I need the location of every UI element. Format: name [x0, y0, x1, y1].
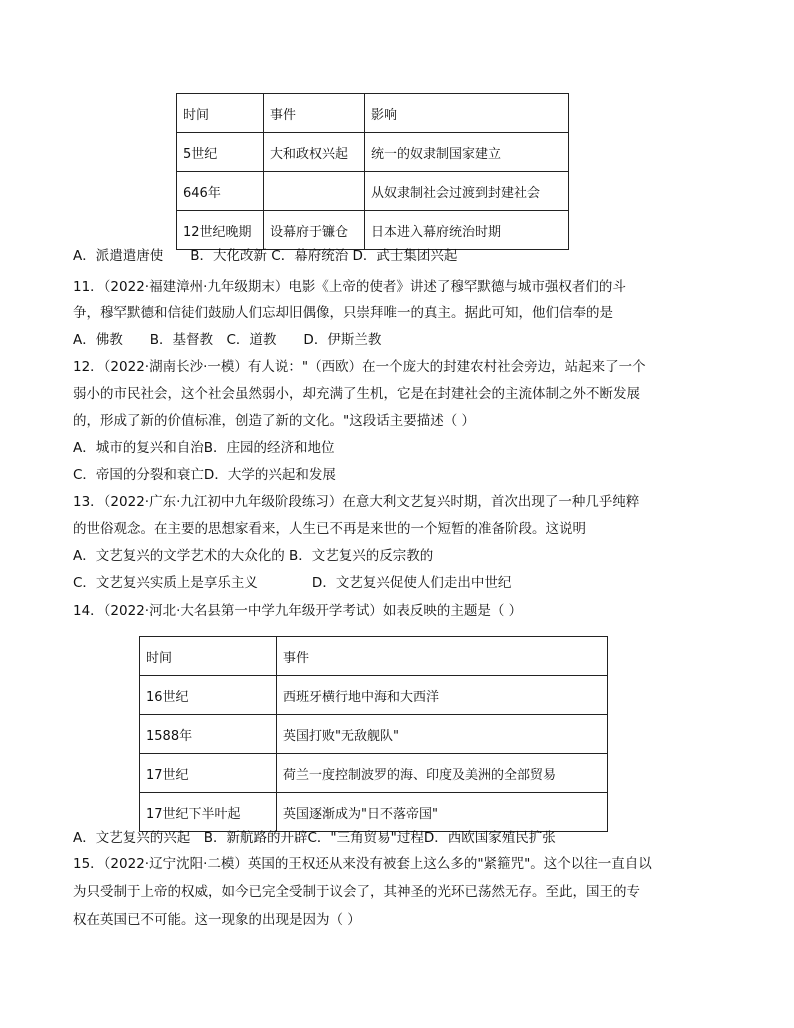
table-cell: 统一的奴隶制国家建立 [365, 133, 569, 172]
q12-options-ab: A．城市的复兴和自治B．庄园的经济和地位 [73, 440, 335, 456]
japan-history-table [176, 93, 569, 250]
table-cell: 日本进入幕府统治时期 [365, 211, 569, 250]
table-cell: 英国逐渐成为"日不落帝国" [277, 793, 608, 832]
table-row [140, 754, 608, 793]
q12-stem-line3: 的，形成了新的价值标准，创造了新的文化。"这段话主要描述（ ） [73, 413, 475, 429]
q14-options: A．文艺复兴的兴起 B．新航路的开辟C．"三角贸易"过程D．西欧国家殖民扩张 [73, 830, 556, 846]
q13-stem-line2: 的世俗观念。在主要的思想家看来，人生已不再是来世的一个短暂的准备阶段。这说明 [73, 521, 586, 537]
table-cell: 荷兰一度控制波罗的海、印度及美洲的全部贸易 [277, 754, 608, 793]
table-cell: 16世纪 [140, 676, 277, 715]
q12-options-cd: C．帝国的分裂和衰亡D．大学的兴起和发展 [73, 467, 336, 483]
table-row [140, 715, 608, 754]
table-header-cell: 事件 [264, 94, 365, 133]
table-cell: 西班牙横行地中海和大西洋 [277, 676, 608, 715]
q13-options-cd: C．文艺复兴实质上是享乐主义 D．文艺复兴促使人们走出中世纪 [73, 575, 512, 591]
table-cell: 5世纪 [177, 133, 264, 172]
q12-stem-line1: 12．（2022·湖南长沙·一模）有人说："（西欧）在一个庞大的封建农村社会旁边，站起来了一个 [73, 359, 646, 375]
table-cell: 12世纪晚期 [177, 211, 264, 250]
colonial-expansion-table [139, 636, 608, 832]
table-header-cell: 时间 [140, 637, 277, 676]
q11-stem-line1: 11．（2022·福建漳州·九年级期末）电影《上帝的使者》讲述了穆罕默德与城市强权者们的斗 [73, 279, 626, 295]
table-header-cell: 时间 [177, 94, 264, 133]
q14-stem: 14．（2022·河北·大名县第一中学九年级开学考试）如表反映的主题是（ ） [73, 603, 523, 619]
table-header-row [177, 94, 569, 133]
q13-stem-line1: 13．（2022·广东·九江初中九年级阶段练习）在意大利文艺复兴时期，首次出现了一种几乎纯粹 [73, 494, 640, 510]
q15-stem-line1: 15．（2022·辽宁沈阳·二模）英国的王权还从来没有被套上这么多的"紧箍咒"。这个以往一直自以 [73, 856, 652, 872]
table-row [140, 676, 608, 715]
table-cell: 大和政权兴起 [264, 133, 365, 172]
q11-stem-line2: 争，穆罕默德和信徒们鼓励人们忘却旧偶像，只崇拜唯一的真主。据此可知，他们信奉的是 [73, 305, 613, 321]
q15-stem-line2: 为只受制于上帝的权威，如今已完全受制于议会了，其神圣的光环已荡然无存。至此，国王的专 [73, 884, 640, 900]
q15-stem-line3: 权在英国已不可能。这一现象的出现是因为（ ） [73, 912, 361, 928]
table-row [177, 172, 569, 211]
table-cell: 设幕府于镰仓 [264, 211, 365, 250]
q12-stem-line2: 弱小的市民社会，这个社会虽然弱小，却充满了生机，它是在封建社会的主流体制之外不断发展 [73, 386, 640, 402]
table-header-cell: 事件 [277, 637, 608, 676]
table-row [177, 211, 569, 250]
table-cell: 1588年 [140, 715, 277, 754]
table-cell: 17世纪 [140, 754, 277, 793]
table-row [140, 793, 608, 832]
table-cell: 英国打败"无敌舰队" [277, 715, 608, 754]
table-cell: 646年 [177, 172, 264, 211]
q10-options: A．派遣遣唐使 B．大化改新 C．幕府统治 D．武士集团兴起 [73, 248, 458, 264]
table-row [177, 133, 569, 172]
q13-options-ab: A．文艺复兴的文学艺术的大众化的 B．文艺复兴的反宗教的 [73, 548, 434, 564]
table-cell: 从奴隶制社会过渡到封建社会 [365, 172, 569, 211]
table-cell: 17世纪下半叶起 [140, 793, 277, 832]
table-cell [264, 172, 365, 211]
table-header-cell: 影响 [365, 94, 569, 133]
q11-options: A．佛教 B．基督教 C．道教 D．伊斯兰教 [73, 332, 382, 348]
table-header-row [140, 637, 608, 676]
